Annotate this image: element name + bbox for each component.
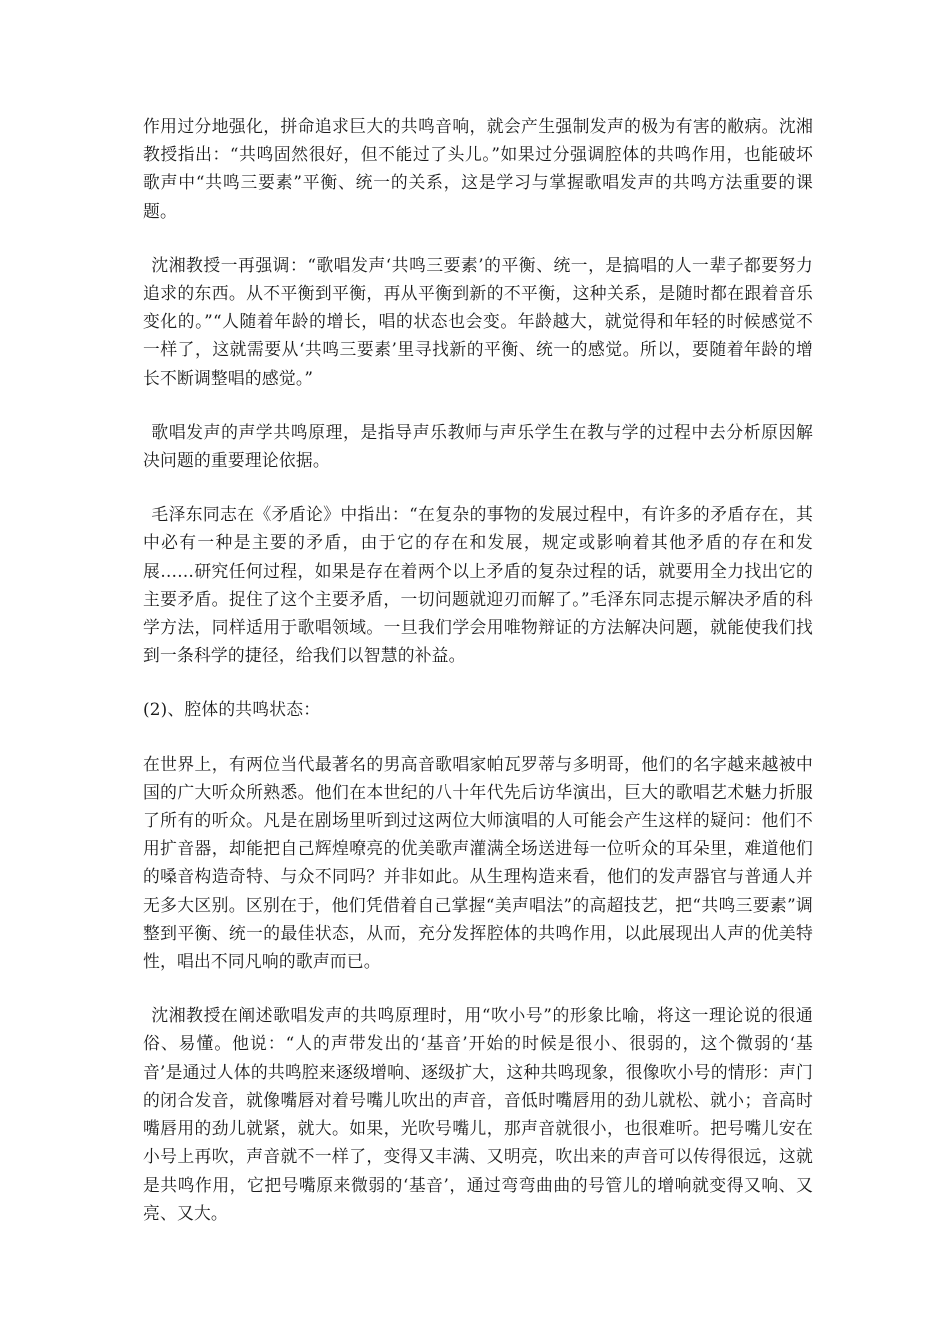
paragraph-3: 歌唱发声的声学共鸣原理，是指导声乐教师与声乐学生在教与学的过程中去分析原因解决问题的重要理论依据。	[143, 421, 813, 471]
paragraph-1: 作用过分地强化，拼命追求巨大的共鸣音响，就会产生强制发声的极为有害的敝病。沈湘教授指出：“共鸣固然很好，但不能过了头儿。”如果过分强调腔体的共鸣作用，也能破坏歌声中“共鸣三要素”平衡、统一的关系，这是学习与掌握歌唱发声的共鸣方法重要的课题。	[143, 116, 813, 221]
document-body	[143, 112, 813, 1253]
paragraph-2: 沈湘教授一再强调：“歌唱发声‘共鸣三要素’的平衡、统一，是搞唱的人一辈子都要努力追求的东西。从不平衡到平衡，再从平衡到新的不平衡，这种关系，是随时都在跟着音乐变化的。”“人随着年龄的增长，唱的状态也会变。年龄越大，就觉得和年轻的时候感觉不一样了，这就需要从‘共鸣三要素’里寻找新的平衡、统一的感觉。所以，要随着年龄的增长不断调整唱的感觉。”	[143, 254, 813, 388]
section-heading: (2)、腔体的共鸣状态：	[143, 699, 321, 720]
paragraph-4: 毛泽东同志在《矛盾论》中指出：“在复杂的事物的发展过程中，有许多的矛盾存在，其中必有一种是主要的矛盾，由于它的存在和发展，规定或影响着其他矛盾的存在和发展……研究任何过程，如果是存在着两个以上矛盾的复杂过程的话，就要用全力找出它的主要矛盾。捉住了这个主要矛盾，一切问题就迎刃而解了。”毛泽东同志提示解决矛盾的科学方法，同样适用于歌唱领域。一旦我们学会用唯物辩证的方法解决问题，就能使我们找到一条科学的捷径，给我们以智慧的补益。	[143, 504, 813, 666]
paragraph-5: 在世界上，有两位当代最著名的男高音歌唱家帕瓦罗蒂与多明哥，他们的名字越来越被中国的广大听众所熟悉。他们在本世纪的八十年代先后访华演出，巨大的歌唱艺术魅力折服了所有的听众。凡是在剧场里听到过这两位大师演唱的人可能会产生这样的疑问：他们不用扩音器，却能把自己辉煌嘹亮的优美歌声灌满全场送进每一位听众的耳朵里，难道他们的嗓音构造奇特、与众不同吗？并非如此。从生理构造来看，他们的发声器官与普通人并无多大区别。区别在于，他们凭借着自己掌握“美声唱法”的高超技艺，把“共鸣三要素”调整到平衡、统一的最佳状态，从而，充分发挥腔体的共鸣作用，以此展现出人声的优美特性，唱出不同凡响的歌声而已。	[143, 753, 813, 972]
paragraph-6: 沈湘教授在阐述歌唱发声的共鸣原理时，用“吹小号”的形象比喻，将这一理论说的很通俗、易懂。他说：“人的声带发出的‘基音’开始的时候是很小、很弱的，这个微弱的‘基音’是通过人体的共鸣腔来逐级增响、逐级扩大，这种共鸣现象，很像吹小号的情形：声门的闭合发音，就像嘴唇对着号嘴儿吹出的声音，音低时嘴唇用的劲儿就松、就小；音高时嘴唇用的劲儿就紧，就大。如果，光吹号嘴儿，那声音就很小，也很难听。把号嘴儿安在小号上再吹，声音就不一样了，变得又丰满、又明亮，吹出来的声音可以传得很远，这就是共鸣作用，它把号嘴原来微弱的‘基音’，通过弯弯曲曲的号管儿的增响就变得又响、又亮、又大。	[143, 1005, 813, 1223]
